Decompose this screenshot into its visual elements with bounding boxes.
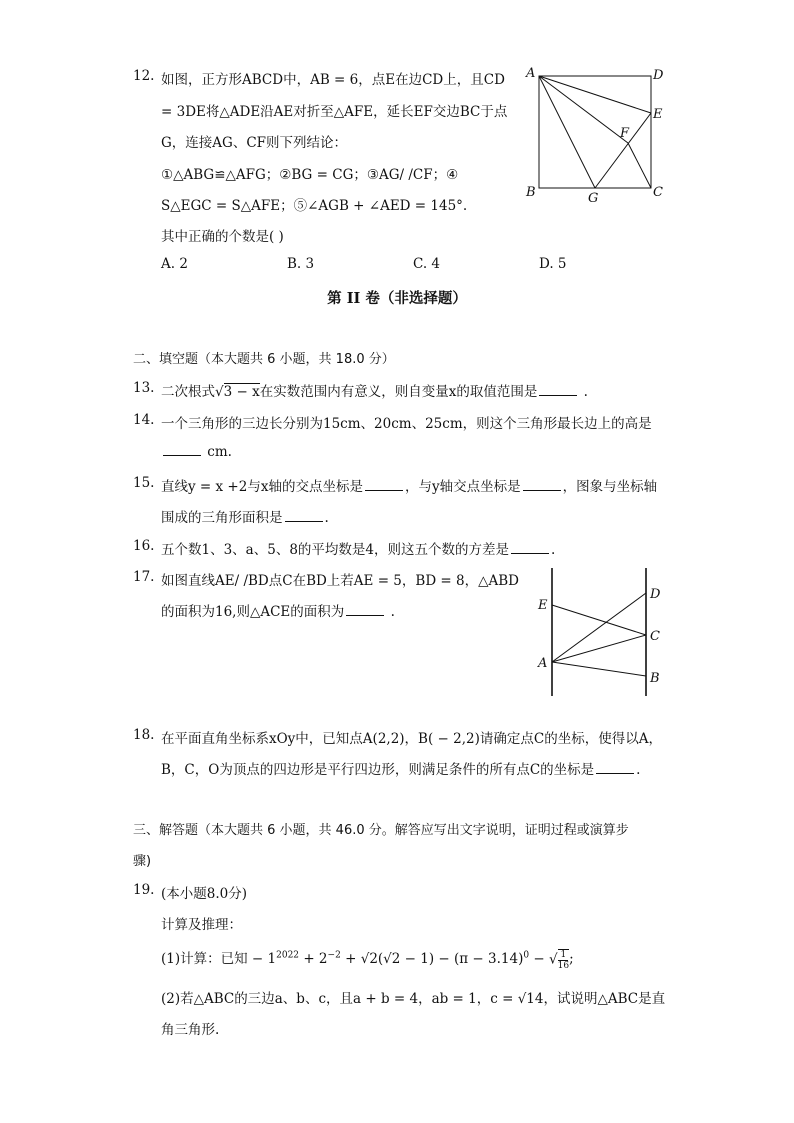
q12-number: 12. <box>133 68 155 84</box>
q13-radicand: 3 − x <box>223 384 260 400</box>
q16-number: 16. <box>133 538 155 554</box>
q14-line-2 <box>161 443 232 460</box>
q15-blank-3[interactable] <box>285 509 323 522</box>
q15-line-1 <box>161 475 657 495</box>
q13-post: 在实数范围内有意义，则自变量x的取值范围是 <box>259 384 538 400</box>
q19-part-2-line-1: (2)若△ABC的三边a、b、c，且a + b = 4，ab = 1，c = √14，试说明△ABC是直 <box>161 991 666 1007</box>
q12-line-6: 其中正确的个数是( ) <box>161 229 284 245</box>
q15-blank-2[interactable] <box>523 478 561 491</box>
q12-line-5: S△EGC = S△AFE；⑤∠AGB + ∠AED = 145°. <box>161 198 468 214</box>
q18-line-1: 在平面直角坐标系xOy中，已知点A(2,2)，B( − 2,2)请确定点C的坐标，使得以A， <box>161 731 662 747</box>
q17-end: . <box>390 604 395 620</box>
segment-ac <box>552 635 646 662</box>
q14-answer-blank[interactable] <box>163 443 201 456</box>
q16-text: 五个数1、3、a、5、8的平均数是4，则这五个数的方差是 <box>161 542 509 558</box>
segment-ae <box>539 76 651 113</box>
label-f: F <box>620 126 630 141</box>
label-b: B <box>526 185 536 200</box>
q12-square-figure <box>520 62 670 207</box>
q19-p1-end: ; <box>569 951 574 967</box>
part-2-title: 第 II 卷（非选择题） <box>327 290 467 307</box>
q19-p1-frac-num: 1 <box>560 949 567 960</box>
q17-line-1: 如图直线AE/ /BD点C在BD上若AE = 5，BD = 8，△ABD <box>161 573 520 589</box>
q12-option-c: C. 4 <box>413 256 441 272</box>
q13-radical: √3 − x <box>215 384 260 400</box>
segment-ec <box>552 605 646 635</box>
q13-answer-blank[interactable] <box>539 383 577 396</box>
q13-number: 13. <box>133 380 155 396</box>
q19-part-2-line-2: 角三角形. <box>161 1022 220 1038</box>
label-c: C <box>653 185 663 200</box>
label-a: A <box>538 656 548 671</box>
q12-option-d: D. 5 <box>539 256 567 272</box>
label-d: D <box>650 587 661 602</box>
q15-blank-1[interactable] <box>365 478 403 491</box>
q15-number: 15. <box>133 475 155 491</box>
q12-line-1: 如图，正方形ABCD中，AB = 6，点E在边CD上，且CD <box>161 72 505 88</box>
q16-answer-blank[interactable] <box>511 541 549 554</box>
label-g: G <box>588 191 599 206</box>
q19-subtitle: (本小题8.0分) <box>161 886 248 902</box>
q18-line-2 <box>161 758 640 778</box>
q16-line <box>161 538 555 558</box>
section-2-header: 二、填空题（本大题共 6 小题，共 18.0 分） <box>133 352 395 367</box>
q12-option-a: A. 2 <box>161 256 188 272</box>
label-b: B <box>650 671 660 686</box>
q15-line-2-text: 围成的三角形面积是 <box>161 510 283 526</box>
segment-ad <box>552 593 646 662</box>
q13-pre: 二次根式 <box>161 384 215 400</box>
q19-p1-exp2: −2 <box>327 950 341 961</box>
segment-fc <box>628 143 651 188</box>
q19-p1-pre: (1)计算：已知 − <box>161 951 264 967</box>
q17-line-2-text: 的面积为16,则△ACE的面积为 <box>161 604 345 620</box>
label-d: D <box>653 68 664 83</box>
q17-line-2 <box>161 600 395 620</box>
q12-line-4: ①△ABG≌△AFG；②BG = CG；③AG/ /CF；④ <box>161 167 459 183</box>
q19-p1-base: 1 <box>267 951 277 967</box>
segment-ab <box>552 662 646 676</box>
q17-answer-blank[interactable] <box>346 603 384 616</box>
q14-unit: cm. <box>207 444 232 460</box>
segment-ag <box>539 76 595 188</box>
label-e: E <box>653 107 663 122</box>
q17-parallel-lines-figure <box>530 562 670 702</box>
q18-line-2-text: B，C，O为顶点的四边形是平行四边形，则满足条件的所有点C的坐标是 <box>161 762 595 778</box>
q19-p1-sqrt-frac: √ $\frac{1}{16}$ <box>549 949 570 971</box>
q12-option-b: B. 3 <box>287 256 315 272</box>
label-e: E <box>538 598 548 613</box>
q19-p1-exp: 2022 <box>276 950 300 961</box>
label-a: A <box>526 66 536 81</box>
q19-p1-minus: − <box>533 951 545 967</box>
q18-number: 18. <box>133 727 155 743</box>
q17-number: 17. <box>133 569 155 585</box>
q19-part-1 <box>161 947 574 971</box>
q16-end: . <box>551 542 556 558</box>
q15-part-b: ，与y轴交点坐标是 <box>404 479 521 495</box>
q14-line-1: 一个三角形的三边长分别为15cm、20cm、25cm，则这个三角形最长边上的高是 <box>161 416 652 432</box>
q12-line-3: G，连接AG、CF则下列结论： <box>161 135 348 151</box>
q13-end: . <box>583 384 588 400</box>
square-abcd <box>539 76 651 188</box>
label-c: C <box>650 629 660 644</box>
q15-line-2 <box>161 506 329 526</box>
q13-text <box>161 380 588 400</box>
q19-p1-rest: + √2(√2 − 1) − (π − 3.14) <box>345 951 524 967</box>
q19-number: 19. <box>133 882 155 898</box>
q18-answer-blank[interactable] <box>596 761 634 774</box>
q12-line-2: = 3DE将△ADE沿AE对折至△AFE，延长EF交边BC于点 <box>161 104 508 120</box>
q18-end: . <box>636 762 641 778</box>
q19-p1-exp3: 0 <box>523 950 530 961</box>
q15-end: . <box>324 510 329 526</box>
q19-p1-frac-den: 16 <box>557 960 570 971</box>
q19-p1-mid: + 2 <box>303 951 328 967</box>
q19-intro: 计算及推理： <box>161 917 242 933</box>
q14-number: 14. <box>133 412 155 428</box>
section-3-header-line-1: 三、解答题（本大题共 6 小题，共 46.0 分。解答应写出文字说明，证明过程或演算步 <box>133 823 629 838</box>
q15-part-c: ，图象与坐标轴 <box>562 479 658 495</box>
section-3-header-line-2: 骤) <box>133 854 152 869</box>
q15-part-a: 直线y = x +2与x轴的交点坐标是 <box>161 479 363 495</box>
segment-af <box>539 76 628 143</box>
